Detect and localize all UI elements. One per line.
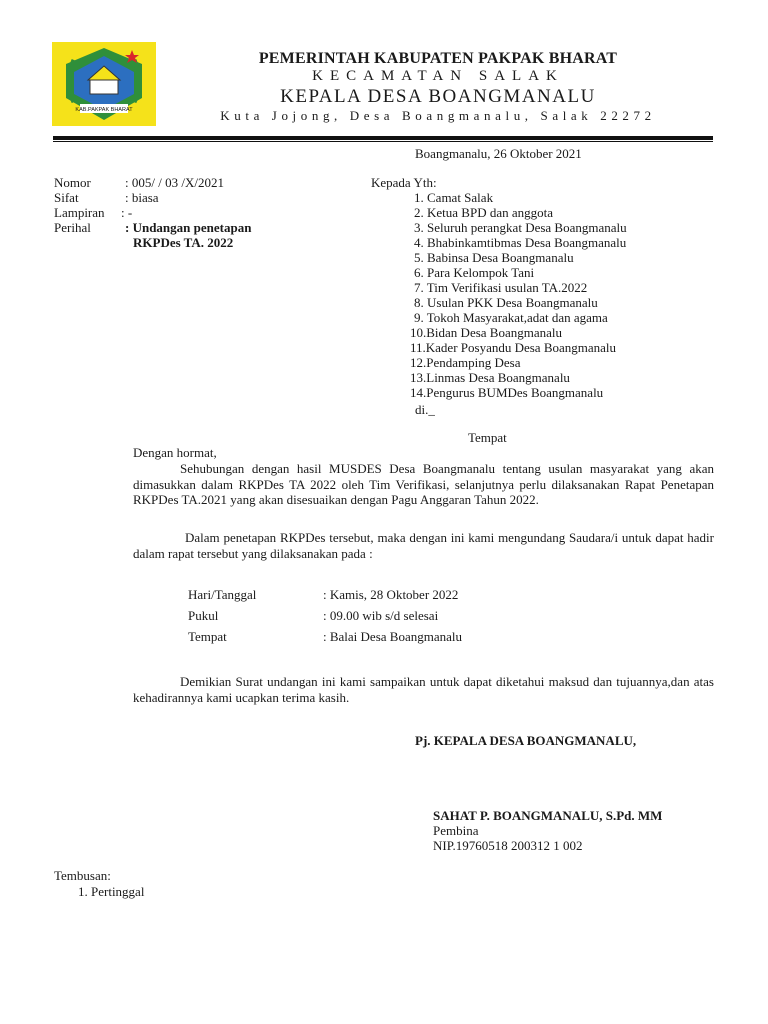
meta-value-lampiran: : -: [121, 205, 133, 220]
meta-value-nomor: : 005/ / 03 /X/2021: [125, 175, 224, 190]
greeting: Dengan hormat,: [133, 445, 217, 460]
recipient-item: 10.Bidan Desa Boangmanalu: [410, 325, 562, 340]
meta-label-sifat: Sifat: [54, 190, 79, 205]
recipient-item: 14.Pengurus BUMDes Boangmanalu: [410, 385, 604, 400]
letter-date: Boangmanalu, 26 Oktober 2021: [415, 146, 582, 161]
recipient-item: 11.Kader Posyandu Desa Boangmanalu: [410, 340, 617, 355]
recipients-title: Kepada Yth:: [371, 175, 437, 190]
letterhead-thin-rule: [53, 141, 713, 142]
recipients-tempat: Tempat: [468, 430, 507, 445]
recipient-item: 13.Linmas Desa Boangmanalu: [410, 370, 570, 385]
signature-rank: Pembina: [433, 823, 479, 838]
signature-title: Pj. KEPALA DESA BOANGMANALU,: [415, 733, 637, 748]
recipient-item: 2. Ketua BPD dan anggota: [414, 205, 554, 220]
schedule-label-date: Hari/Tanggal: [188, 587, 257, 602]
signature-name: SAHAT P. BOANGMANALU, S.Pd. MM: [433, 808, 663, 823]
meta-value-sifat: : biasa: [125, 190, 159, 205]
recipient-item: 9. Tokoh Masyarakat,adat dan agama: [414, 310, 608, 325]
letterhead-thick-rule: [53, 136, 713, 140]
tembusan-item: 1. Pertinggal: [78, 884, 145, 899]
meta-label-perihal: Perihal: [54, 220, 91, 235]
recipient-item: 7. Tim Verifikasi usulan TA.2022: [414, 280, 588, 295]
recipient-item: 1. Camat Salak: [414, 190, 494, 205]
letterhead-government: PEMERINTAH KABUPATEN PAKPAK BHARAT: [258, 50, 618, 67]
signature-nip: NIP.19760518 200312 1 002: [433, 838, 583, 853]
recipient-item: 3. Seluruh perangkat Desa Boangmanalu: [414, 220, 627, 235]
schedule-label-place: Tempat: [188, 629, 227, 644]
meta-value-perihal: : Undangan penetapan: [125, 220, 252, 235]
recipients-di: di._: [415, 402, 435, 417]
body-paragraph-1: [133, 461, 714, 508]
recipient-item: 12.Pendamping Desa: [410, 355, 521, 370]
meta-label-lampiran: Lampiran: [54, 205, 105, 220]
schedule-label-time: Pukul: [188, 608, 219, 623]
regency-logo: [52, 42, 156, 126]
recipient-item: 4. Bhabinkamtibmas Desa Boangmanalu: [414, 235, 627, 250]
recipient-item: 8. Usulan PKK Desa Boangmanalu: [414, 295, 598, 310]
meta-value-perihal-line2: RKPDes TA. 2022: [133, 235, 234, 250]
body-paragraph-1-text: Sehubungan dengan hasil MUSDES Desa Boangmanalu tentang usulan masyarakat yang akan dimasukkan dalam RKPDes TA 2022 oleh Tim Verifikasi, selanjutnya perlu dilaksanakan Rapat Penetapan RKPDes TA.2021 yang akan disesuaikan dengan Pagu Anggaran Tahun 2022.: [133, 461, 714, 507]
letterhead-address: Kuta Jojong, Desa Boangmanalu, Salak 22272: [220, 108, 656, 123]
meta-label-nomor: Nomor: [54, 175, 91, 190]
letterhead-office: KEPALA DESA BOANGMANALU: [280, 86, 596, 107]
body-paragraph-2-text: Dalam penetapan RKPDes tersebut, maka dengan ini kami mengundang Saudara/i untuk dapat hadir dalam rapat tersebut yang dilaksanakan pada :: [133, 530, 714, 561]
schedule-value-time: : 09.00 wib s/d selesai: [323, 608, 439, 623]
body-paragraph-2: [133, 530, 714, 561]
schedule-value-date: : Kamis, 28 Oktober 2022: [323, 587, 459, 602]
recipient-item: 5. Babinsa Desa Boangmanalu: [414, 250, 574, 265]
recipient-item: 6. Para Kelompok Tani: [414, 265, 535, 280]
schedule-value-place: : Balai Desa Boangmanalu: [323, 629, 462, 644]
logo-text: KAB.PAKPAK BHARAT: [75, 107, 133, 113]
letterhead-district: KECAMATAN SALAK: [312, 68, 564, 84]
closing-paragraph-text: Demikian Surat undangan ini kami sampaikan untuk dapat diketahui maksud dan tujuannya,dan atas kehadirannya kami ucapkan terima kasih.: [133, 674, 714, 705]
tembusan-title: Tembusan:: [54, 868, 111, 883]
closing-paragraph: [133, 674, 714, 705]
